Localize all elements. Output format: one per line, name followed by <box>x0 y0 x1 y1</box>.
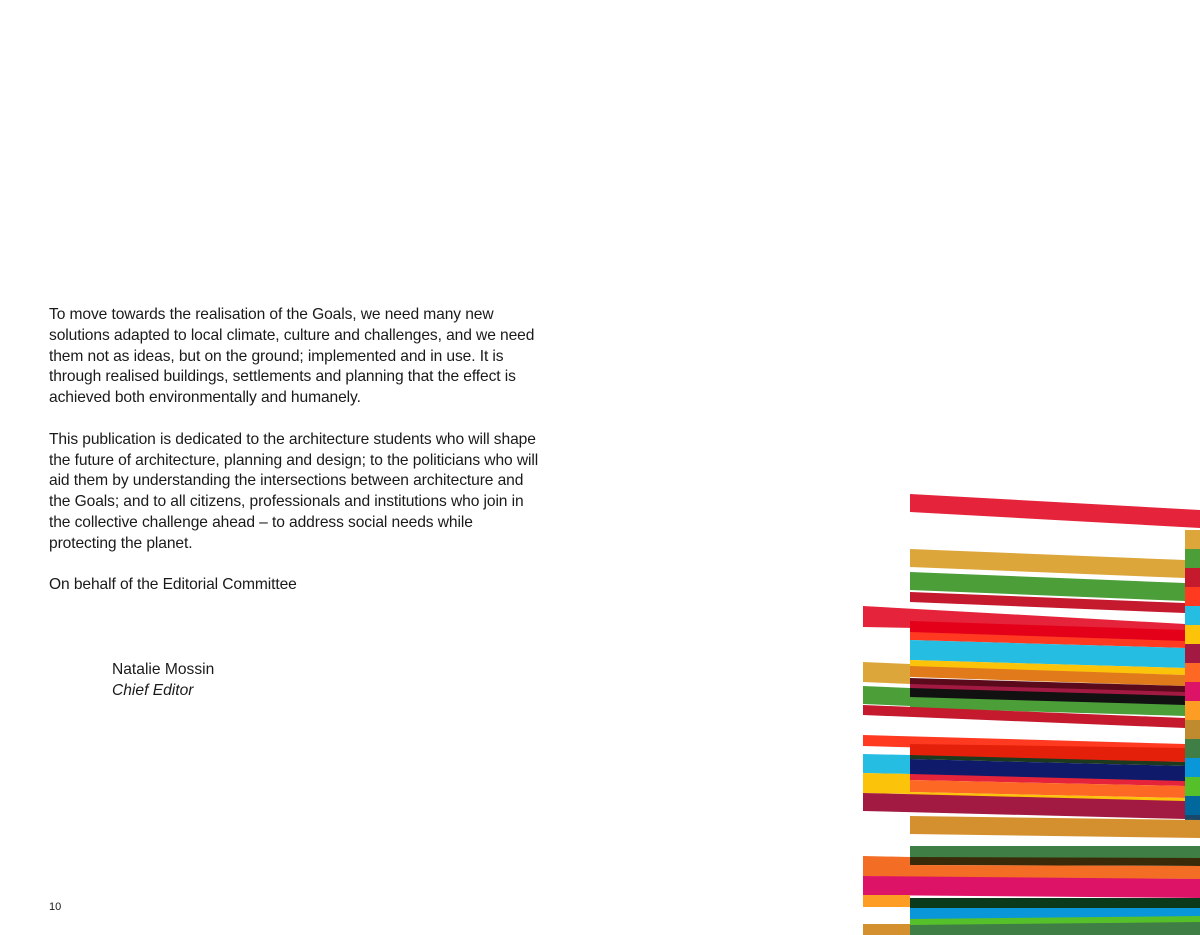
signature-block <box>112 659 214 701</box>
signature-name: Natalie Mossin <box>112 661 215 678</box>
body-text <box>49 305 539 617</box>
slanted-stripes <box>863 494 1200 935</box>
paragraph-1: To move towards the realisation of the Goals, we need many new solutions adapted to local climate, culture and challenges, and we need them not as ideas, but on the ground; implemented and in use. It is through realised buildings, settlements and planning that the effect is achieved both environmentally and humanely. <box>49 306 535 407</box>
paragraph-3: On behalf of the Editorial Committee <box>49 576 297 594</box>
signature-role: Chief Editor <box>112 682 194 699</box>
page-number: 10 <box>49 901 62 913</box>
color-column <box>1185 530 1200 833</box>
paragraph-2: This publication is dedicated to the architecture students who will shape the future of architecture, planning and design; to the politicians who will aid them by understanding the intersections between architecture and the Goals; and to all citizens, professionals and institutions who join in the collective challenge ahead – to address social needs while protecting the planet. <box>49 430 539 552</box>
